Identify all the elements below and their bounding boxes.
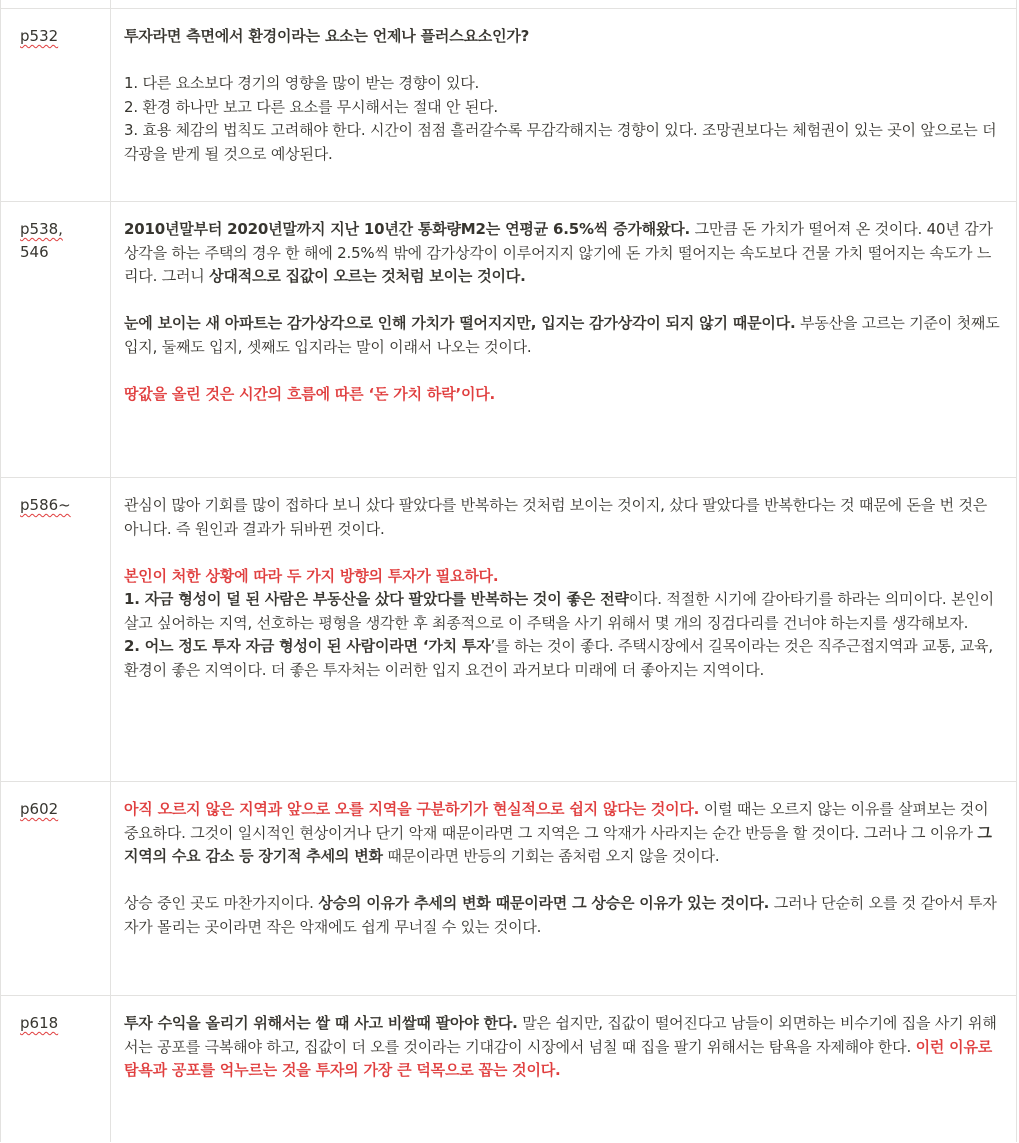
- page-ref: p602: [20, 800, 59, 818]
- paragraph: 1. 자금 형성이 덜 된 사람은 부동산을 샀다 팔았다를 반복하는 것이 좋은 전략이다. 적절한 시기에 갈아타기를 하라는 의미이다. 본인이 살고 싶어하는 지역, 선호하는 평형을 생각한 후 최종적으로 이 주택을 사기 위해서 몇 개의 징검다리를 건너야 하는지를 생각해보자.: [124, 590, 994, 632]
- paragraph: 2010년말부터 2020년말까지 지난 10년간 통화량M2는 연평균 6.5%씩 증가해왔다. 그만큼 돈 가치가 떨어져 온 것이다. 40년 감가상각을 하는 주택의 경우 한 해에 2.5%씩 밖에 감가상각이 이루어지지 않기에 돈 가치 떨어지는 속도보다 건물 가치 떨어지는 속도가 느리다. 그러니 상대적으로 집값이 오르는 것처럼 보이는 것이다.: [124, 220, 993, 285]
- table-row[interactable]: [0, 477, 1017, 782]
- paragraph: 아직 오르지 않은 지역과 앞으로 오를 지역을 구분하기가 현실적으로 쉽지 않다는 것이다. 이럴 때는 오르지 않는 이유를 살펴보는 것이 중요하다. 그것이 일시적인 현상이거나 단기 악재 때문이라면 그 지역은 그 악재가 사라지는 순간 반등을 할 것이다. 그러나 그 이유가 그 지역의 수요 감소 등 장기적 추세의 변화 때문이라면 반등의 기회는 좀처럼 오지 않을 것이다.: [124, 800, 992, 865]
- list-item: 2. 환경 하나만 보고 다른 요소를 무시해서는 절대 안 된다.: [124, 97, 498, 116]
- note-content[interactable]: [124, 1012, 1004, 1083]
- table-row[interactable]: [0, 8, 1017, 202]
- page-ref: p618: [20, 1014, 59, 1032]
- paragraph: 투자 수익을 올리기 위해서는 쌀 때 사고 비쌀때 팔아야 한다. 말은 쉽지만, 집값이 떨어진다고 남들이 외면하는 비수기에 집을 사기 위해서는 공포를 극복해야 하고, 집값이 더 오를 것이라는 기대감이 시장에서 넘칠 때 집을 팔기 위해서는 탐욕을 자제해야 한다. 이런 이유로 탐욕과 공포를 억누르는 것을 투자의 가장 큰 덕목으로 꼽는 것이다.: [124, 1014, 997, 1079]
- note-content[interactable]: [124, 25, 1004, 166]
- table-row[interactable]: [0, 781, 1017, 996]
- note-content[interactable]: [124, 218, 1004, 406]
- page-ref: p538, 546: [20, 220, 63, 261]
- note-content[interactable]: [124, 798, 1004, 939]
- table-row[interactable]: [0, 995, 1017, 1143]
- table-row[interactable]: [0, 201, 1017, 478]
- paragraph: 2. 어느 정도 투자 자금 형성이 된 사람이라면 ‘가치 투자’를 하는 것이 좋다. 주택시장에서 길목이라는 것은 직주근접지역과 교통, 교육, 환경이 좋은 지역이다. 더 좋은 투자처는 이러한 입지 요건이 과거보다 미래에 더 좋아지는 지역이다.: [124, 637, 993, 679]
- paragraph: 상승 중인 곳도 마찬가지이다. 상승의 이유가 추세의 변화 때문이라면 그 상승은 이유가 있는 것이다. 그러나 단순히 오를 것 같아서 투자자가 몰리는 곳이라면 작은 악재에도 쉽게 무너질 수 있는 것이다.: [124, 894, 997, 936]
- paragraph: 관심이 많아 기회를 많이 접하다 보니 샀다 팔았다를 반복하는 것처럼 보이는 것이지, 샀다 팔았다를 반복한다는 것 때문에 돈을 번 것은 아니다. 즉 원인과 결과가 뒤바뀐 것이다.: [124, 496, 988, 538]
- paragraph: 눈에 보이는 새 아파트는 감가상각으로 인해 가치가 떨어지지만, 입지는 감가상각이 되지 않기 때문이다. 부동산을 고르는 기준이 첫째도 입지, 둘째도 입지, 셋째도 입지라는 말이 이래서 나오는 것이다.: [124, 314, 1000, 356]
- page-ref: p532: [20, 27, 59, 45]
- note-heading: 투자라면 측면에서 환경이라는 요소는 언제나 플러스요소인가?: [124, 27, 530, 45]
- note-content[interactable]: [124, 494, 1004, 682]
- page-ref: p586~: [20, 496, 71, 514]
- list-item: 1. 다른 요소보다 경기의 영향을 많이 받는 경향이 있다.: [124, 74, 480, 92]
- highlight-line: 본인이 처한 상황에 따라 두 가지 방향의 투자가 필요하다.: [124, 566, 499, 585]
- highlight-line: 땅값을 올린 것은 시간의 흐름에 따른 ‘돈 가치 하락’이다.: [124, 384, 496, 403]
- list-item: 3. 효용 체감의 법칙도 고려해야 한다. 시간이 점점 흘러갈수록 무감각해지는 경향이 있다. 조망권보다는 체험권이 있는 곳이 앞으로는 더 각광을 받게 될 것으로 예상된다.: [124, 121, 997, 163]
